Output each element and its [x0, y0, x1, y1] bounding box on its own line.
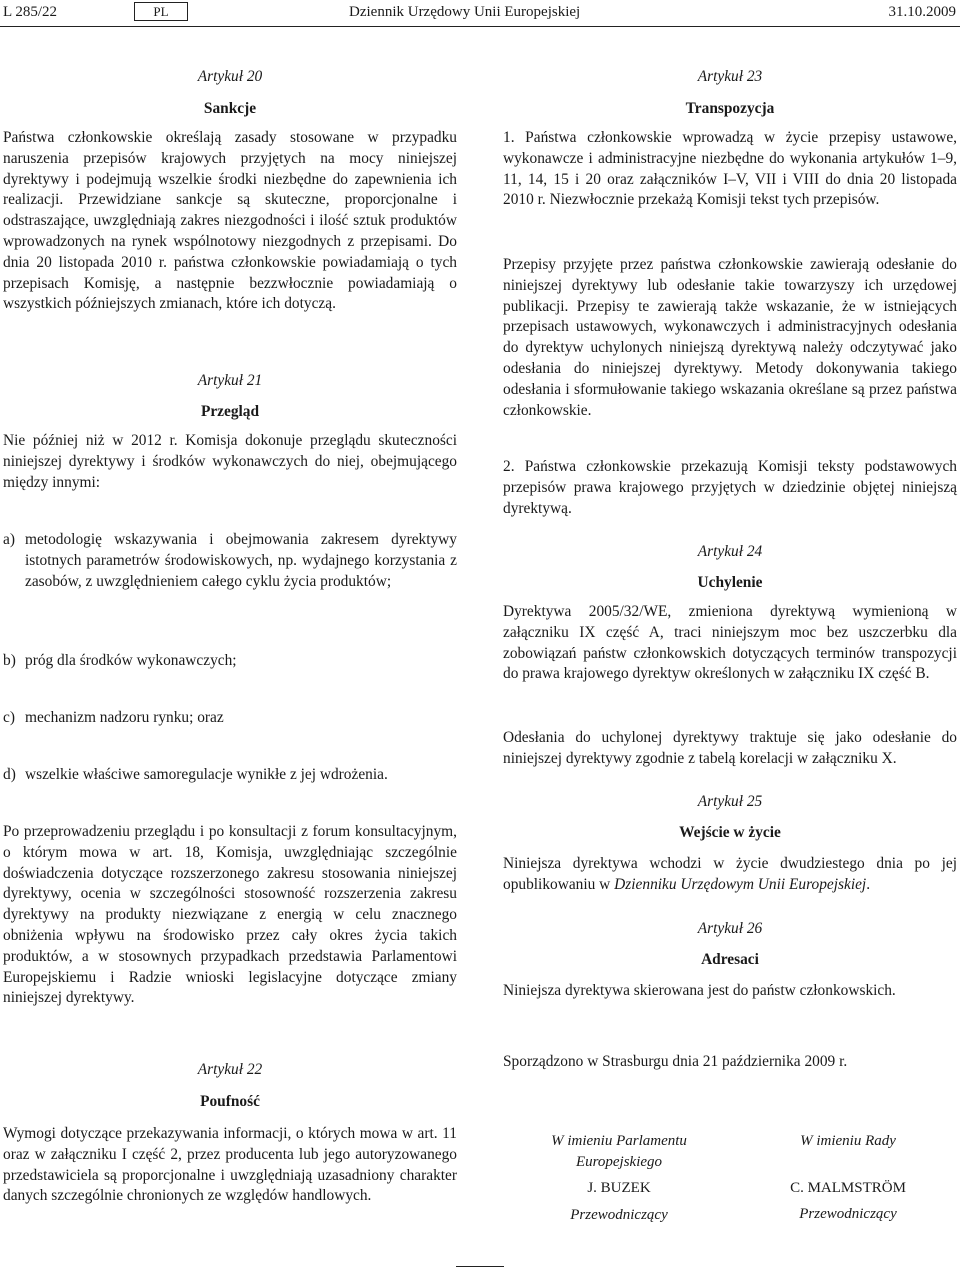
signature-name: C. MALMSTRÖM — [790, 1179, 906, 1196]
list-item-text: próg dla środków wykonawczych; — [25, 652, 237, 669]
article-21-title: Przegląd — [200, 403, 260, 420]
article-24-number: Artykuł 24 — [697, 543, 763, 560]
signature-on-behalf: W imieniu Parlamentu Europejskiego — [551, 1133, 687, 1170]
article-25-text: Niniejsza dyrektywa wchodzi w życie dwudziestego dnia po jej opublikowaniu w Dzienniku Urzędowym Unii Europejskiej. — [503, 855, 957, 893]
signature-role: Przewodniczący — [570, 1206, 668, 1223]
article-20-title: Sankcje — [203, 100, 257, 117]
language-badge: PL — [134, 2, 188, 21]
article-25-title: Wejście w życie — [679, 824, 781, 841]
publication-date: 31.10.2009 — [888, 4, 956, 20]
article-24-paragraph-1: Dyrektywa 2005/32/WE, zmieniona dyrektywą wymienioną w załączniku IX część A, traci niniejszym moc bez uszczerbku dla zobowiązań państw członkowskich dotyczących terminów transpozycji do prawa krajowego dyrektyw określonych w załączniku IX część B. — [503, 603, 957, 683]
article-21-number: Artykuł 21 — [197, 372, 263, 389]
article-24-title: Uchylenie — [697, 574, 763, 591]
signature-block-council — [758, 1131, 938, 1225]
article-22-text: Wymogi dotyczące przekazywania informacji, o których mowa w art. 11 oraz w załączniku I część 2, przez producenta lub jego autoryzowanego przedstawiciela są proporcjonalne i uwzględniają uzasadniony charakter danych szczególnie chronionych ze względów handlowych. — [3, 1125, 457, 1205]
list-item-text: metodologię wskazywania i obejmowania zakresem dyrektywy istotnych parametrów środowiskowych, np. wydajnego korzystania z zasobów, z uwzględnieniem całego cyklu życia produktów; — [25, 531, 457, 590]
journal-title: Dziennik Urzędowy Unii Europejskiej — [349, 4, 581, 20]
article-23-number: Artykuł 23 — [697, 68, 763, 85]
article-20-number: Artykuł 20 — [197, 68, 263, 85]
list-item-text: wszelkie właściwe samoregulacje wynikłe z jej wdrożenia. — [25, 766, 388, 783]
signature-on-behalf: W imieniu Rady — [800, 1133, 896, 1149]
article-23-paragraph-3: 2. Państwa członkowskie przekazują Komisji teksty podstawowych przepisów prawa krajowego przyjętych w dziedzinie objętej niniejszą dyrektywą. — [503, 458, 957, 517]
article-26-number: Artykuł 26 — [697, 920, 763, 937]
article-20-text: Państwa członkowskie określają zasady stosowane w przypadku naruszenia przepisów krajowych przyjętych na mocy niniejszej dyrektywy i podejmują wszelkie środki niezbędne do zapewnienia ich realizacji. Przewidziane sankcje są skuteczne, proporcjonalne i odstraszające, uwzględniają zakres niezgodności i ilość sztuk produktów wprowadzonych na rynek wspólnotowy niezgodnych z przepisami. Do dnia 20 listopada 2010 r. państwa członkowskie powiadamiają o tych przepisach Komisję, a następnie bezzwłocznie powiadamiają o wszystkich późniejszych zmianach, które ich dotyczą. — [3, 129, 457, 313]
article-23-paragraph-1: 1. Państwa członkowskie wprowadzą w życie przepisy ustawowe, wykonawcze i administracyjne niezbędne do wykonania artykułów 1–9, 11, 14, 15 i 20 oraz załączników I–V, VII i VIII do dnia 20 listopada 2010 r. Niezwłocznie przekażą Komisji tekst tych przepisów. — [503, 129, 957, 209]
signature-role: Przewodniczący — [799, 1206, 897, 1222]
article-22-title: Poufność — [200, 1093, 260, 1110]
article-24-paragraph-2: Odesłania do uchylonej dyrektywy traktuje się jako odesłanie do niniejszej dyrektywy zgodnie z tabelą korelacji w załączniku X. — [503, 729, 957, 767]
article-21-closing: Po przeprowadzeniu przeglądu i po konsultacji z forum konsultacyjnym, o którym mowa w art. 18, Komisja, uwzględniając szczególnie doświadczenia dotyczące rozszerzonego zakresu stosowania niniejszej dyrektywy, ocenia w szczególności stosowność rozszerzenia zakresu dyrektywy na produkty niezwiązane z energią w celu znacznego obniżenia wpływu na środowisko przez cały okres życia takich produktów, a w stosownych przypadkach przedstawia Parlamentowi Europejskiemu i Radzie wnioski legislacyjne dotyczące zmiany niniejszej dyrektywy. — [3, 823, 457, 1007]
footnote-rule — [456, 1266, 504, 1267]
article-23-title: Transpozycja — [685, 100, 775, 117]
list-item-mark: b) — [3, 652, 16, 669]
list-item-mark: d) — [3, 766, 16, 783]
page-reference: L 285/22 — [3, 4, 58, 20]
article-21-intro: Nie później niż w 2012 r. Komisja dokonuje przeglądu skuteczności niniejszej dyrektywy i środków wykonawczych do niej, obejmującego między innymi: — [3, 432, 457, 491]
list-item-mark: a) — [3, 531, 15, 548]
article-25-number: Artykuł 25 — [697, 793, 763, 810]
header-rule — [0, 26, 960, 27]
signature-block-parliament — [519, 1131, 719, 1225]
signature-name: J. BUZEK — [587, 1180, 651, 1196]
article-22-number: Artykuł 22 — [197, 1061, 263, 1078]
done-at-statement: Sporządzono w Strasburgu dnia 21 października 2009 r. — [503, 1053, 848, 1070]
article-23-paragraph-2: Przepisy przyjęte przez państwa członkowskie zawierają odesłanie do niniejszej dyrektywy lub odesłanie takie towarzyszy ich urzędowej publikacji. Przepisy te zawierają także wskazanie, że w istniejących przepisach ustawowych, wykonawczych i administracyjnych odesłania do dyrektyw uchylonych niniejszą dyrektywą należy odczytywać jako odesłania do niniejszej dyrektywy. Metody dokonywania takiego odesłania i sformułowanie takiego wskazania określane są przez państwa członkowskie. — [503, 256, 957, 419]
page-header — [0, 0, 960, 28]
article-26-text: Niniejsza dyrektywa skierowana jest do państw członkowskich. — [503, 982, 896, 999]
list-item-text: mechanizm nadzoru rynku; oraz — [25, 709, 224, 726]
article-26-title: Adresaci — [701, 951, 759, 968]
list-item-mark: c) — [3, 709, 15, 726]
